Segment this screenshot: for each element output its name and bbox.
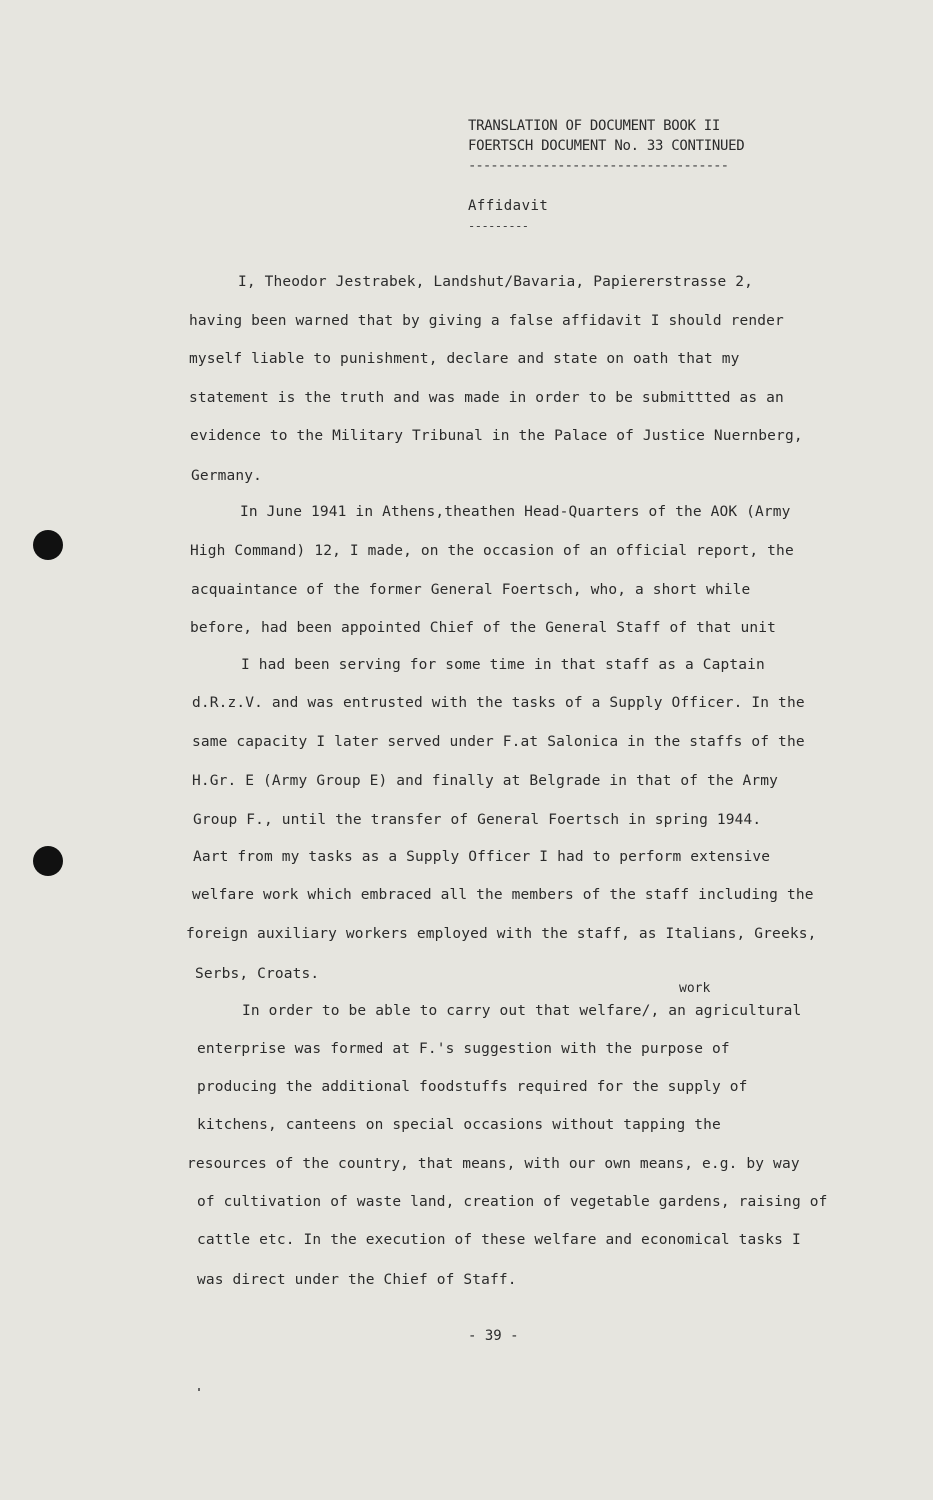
body-line: producing the additional foodstuffs required for the supply of (197, 1079, 748, 1095)
body-line: cattle etc. In the execution of these welfare and economical tasks I (197, 1232, 801, 1248)
body-line: acquaintance of the former General Foertsch, who, a short while (191, 582, 751, 598)
body-line: myself liable to punishment, declare and state on oath that my (189, 351, 740, 367)
body-line: Serbs, Croats. (195, 966, 320, 982)
affidavit-title: Affidavit (468, 198, 549, 214)
punch-hole (33, 530, 63, 560)
body-line: of cultivation of waste land, creation of vegetable gardens, raising of (197, 1194, 828, 1210)
document-header (468, 116, 744, 176)
body-line: I had been serving for some time in that staff as a Captain (241, 657, 765, 673)
body-line: before, had been appointed Chief of the General Staff of that unit (190, 620, 777, 636)
body-line: enterprise was formed at F.'s suggestion with the purpose of (197, 1041, 730, 1057)
affidavit-title-underline: --------- (468, 219, 529, 233)
body-line: I, Theodor Jestrabek, Landshut/Bavaria, Papiererstrasse 2, (238, 274, 754, 290)
body-line: same capacity I later served under F.at Salonica in the staffs of the (192, 734, 805, 750)
header-line-1: TRANSLATION OF DOCUMENT BOOK II (468, 118, 720, 134)
punch-hole (33, 846, 63, 876)
header-line-2: FOERTSCH DOCUMENT No. 33 CONTINUED (468, 138, 745, 154)
body-line: High Command) 12, I made, on the occasion of an official report, the (190, 543, 794, 559)
body-line: foreign auxiliary workers employed with the staff, as Italians, Greeks, (186, 926, 817, 942)
page-number: - 39 - (468, 1328, 519, 1344)
body-line: Aart from my tasks as a Supply Officer I had to perform extensive (193, 849, 771, 865)
body-line: H.Gr. E (Army Group E) and finally at Belgrade in that of the Army (192, 773, 779, 789)
handwritten-insertion: work (679, 981, 711, 996)
body-line: was direct under the Chief of Staff. (197, 1272, 517, 1288)
body-line: In June 1941 in Athens,theathen Head-Quarters of the AOK (Army (240, 504, 791, 520)
body-line: Group F., until the transfer of General Foertsch in spring 1944. (193, 812, 762, 828)
body-line: evidence to the Military Tribunal in the Palace of Justice Nuernberg, (190, 428, 803, 444)
body-line: In order to be able to carry out that welfare/, an agricultural (242, 1003, 802, 1019)
body-line: d.R.z.V. and was entrusted with the tasks of a Supply Officer. In the (192, 695, 805, 711)
body-line: resources of the country, that means, with our own means, e.g. by way (187, 1156, 800, 1172)
header-rule: ----------------------------------- (468, 158, 729, 174)
paper-speck (198, 1388, 200, 1391)
body-line: having been warned that by giving a false affidavit I should render (189, 313, 784, 329)
body-line: welfare work which embraced all the members of the staff including the (192, 887, 814, 903)
body-line: Germany. (191, 468, 263, 484)
body-line: statement is the truth and was made in order to be submittted as an (189, 390, 784, 406)
body-line: kitchens, canteens on special occasions without tapping the (197, 1117, 721, 1133)
